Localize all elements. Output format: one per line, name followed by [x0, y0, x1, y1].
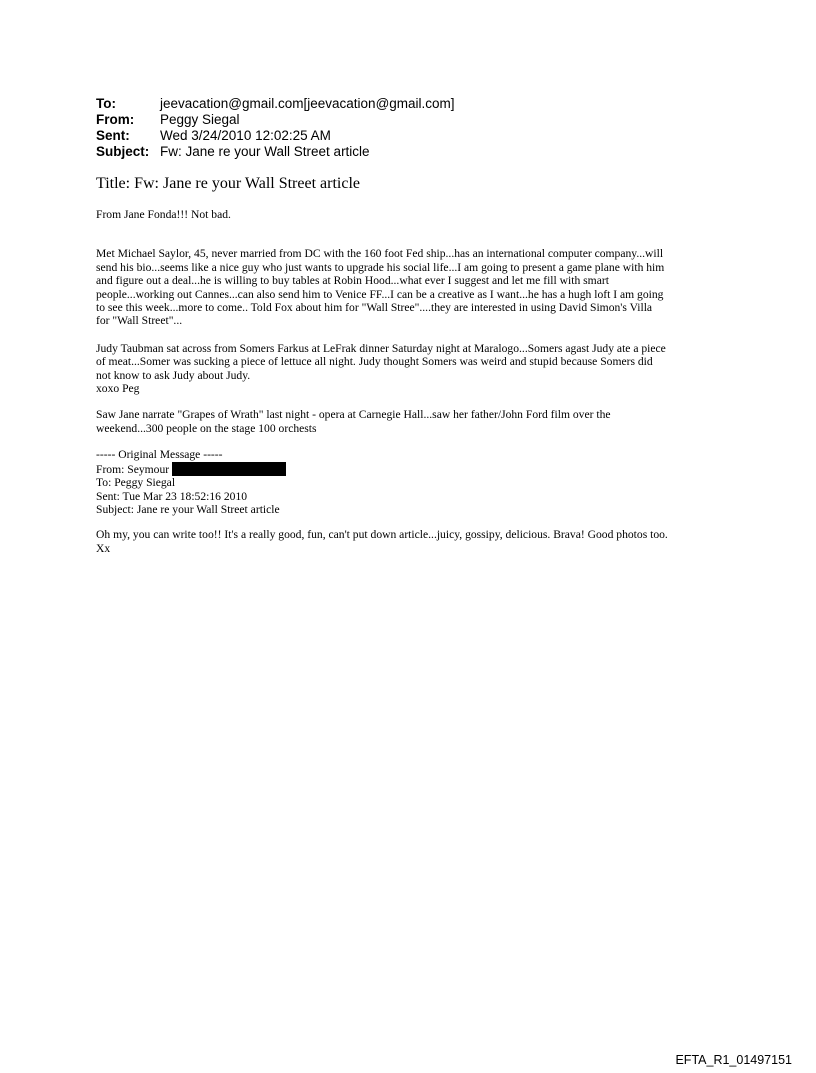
- text-line: Xx: [96, 541, 111, 555]
- email-header: [96, 96, 455, 160]
- signoff: xoxo Peg: [96, 382, 140, 396]
- sent-value: Wed 3/24/2010 12:02:25 AM: [160, 128, 331, 143]
- text-line: weekend...300 people on the stage 100 orchests: [96, 421, 317, 435]
- document-id: EFTA_R1_01497151: [675, 1053, 792, 1067]
- redaction-bar: [172, 462, 286, 476]
- from-value: Peggy Siegal: [160, 112, 240, 127]
- text-line: of meat...Somer was sucking a piece of lettuce all night. Judy thought Somers was weird and stupid because Somers did: [96, 355, 653, 369]
- text-line: Judy Taubman sat across from Somers Farkus at LeFrak dinner Saturday night at Maralogo...Somers agast Judy ate a piece: [96, 341, 666, 355]
- paragraph-saylor: [96, 247, 724, 327]
- to-label: To:: [96, 96, 116, 111]
- paragraph-grapes: [96, 408, 724, 435]
- original-to: To: Peggy Siegal: [96, 476, 176, 490]
- text-line: send his bio...seems like a nice guy who just wants to upgrade his social life...I am going to present a game plane with him: [96, 260, 665, 274]
- original-from: [96, 462, 724, 476]
- sent-label: Sent:: [96, 128, 130, 143]
- text-line: Saw Jane narrate "Grapes of Wrath" last night - opera at Carnegie Hall...saw her father/John Ford film over the: [96, 408, 611, 422]
- from-label: From:: [96, 112, 135, 127]
- text-line: not know to ask Judy about Judy.: [96, 368, 251, 382]
- original-divider: ----- Original Message -----: [96, 448, 223, 462]
- subject-value: Fw: Jane re your Wall Street article: [160, 144, 370, 159]
- email-body: [96, 208, 724, 555]
- original-sent: Sent: Tue Mar 23 18:52:16 2010: [96, 489, 248, 503]
- original-from-text: From: Seymour: [96, 462, 170, 476]
- text-line: Met Michael Saylor, 45, never married from DC with the 160 foot Fed ship...has an international computer company...will: [96, 247, 664, 261]
- subject-label: Subject:: [96, 144, 150, 159]
- to-row: [96, 96, 455, 112]
- to-value: jeevacation@gmail.com[jeevacation@gmail.com]: [160, 96, 455, 111]
- paragraph-praise: [96, 528, 724, 555]
- text-line: people...working out Cannes...can also send him to Venice FF...I can be a creative as I want...he has a hugh loft I am going: [96, 287, 664, 301]
- paragraph-taubman: [96, 342, 724, 396]
- original-subject: Subject: Jane re your Wall Street article: [96, 502, 280, 516]
- text-line: Oh my, you can write too!! It's a really good, fun, can't put down article...juicy, gossipy, delicious. Brava! Good photos too.: [96, 528, 668, 542]
- text-line: to see this week...more to come.. Told Fox about him for "Wall Stree"....they are interested in using David Simon's Villa: [96, 301, 653, 315]
- subject-row: [96, 144, 455, 160]
- intro-line: From Jane Fonda!!! Not bad.: [96, 208, 231, 221]
- original-message-header: [96, 448, 724, 516]
- text-line: and figure out a deal...he is willing to buy tables at Robin Hood...what ever I suggest and let me fill with smart: [96, 274, 609, 288]
- document-title: Title: Fw: Jane re your Wall Street article: [96, 175, 360, 192]
- sent-row: [96, 128, 455, 144]
- from-row: [96, 112, 455, 128]
- text-line: for "Wall Street"...: [96, 314, 183, 328]
